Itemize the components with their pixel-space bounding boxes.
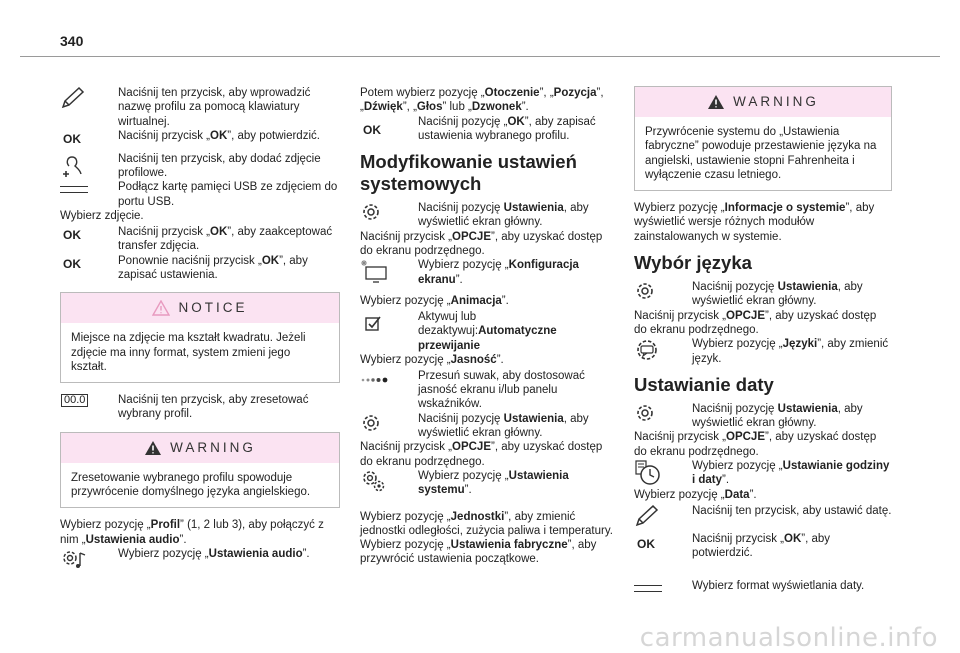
step-text: Naciśnij ten przycisk, aby wprowadzić nazwę profilu za pomocą klawiatury wirtualnej. <box>118 87 311 128</box>
settings-step: Naciśnij pozycję Ustawienia, aby wyświetlić ekran główny. <box>634 280 892 309</box>
warning-title: WARNING <box>170 439 256 455</box>
factory-settings-step: Wybierz pozycję „Ustawienia fabryczne”, aby przywrócić ustawienia początkowe. <box>360 539 597 566</box>
brightness-step: Wybierz pozycję „Jasność”. <box>360 353 504 366</box>
notice-triangle-icon <box>152 300 170 316</box>
add-photo-step <box>60 152 340 181</box>
options-step: Naciśnij przycisk „OPCJE”, aby uzyskać dostęp do ekranu podrzędnego. <box>634 309 877 336</box>
add-photo-icon <box>60 152 118 180</box>
gear-icon <box>360 201 418 229</box>
ok-step: OK Naciśnij pozycję „OK”, aby zapisać ustawienia wybranego profilu. <box>360 115 615 144</box>
system-info-step: Wybierz pozycję „Informacje o systemie”, aby wyświetlić wersje różnych modułów zainstalowanych w systemie. <box>634 202 875 243</box>
warning-box <box>60 432 340 509</box>
warning-header <box>61 433 339 463</box>
header-rule <box>20 56 940 57</box>
ok-button-label: OK <box>363 122 381 137</box>
audio-settings-icon <box>60 547 118 575</box>
slider-dots-icon <box>360 369 418 397</box>
reset-value-icon: 00.0 <box>61 394 88 407</box>
warning-triangle-icon <box>707 94 725 110</box>
settings-step: Naciśnij pozycję Ustawienia, aby wyświetlić ekran główny. <box>360 412 615 441</box>
ok-button-label: OK <box>63 228 81 243</box>
system-settings-step: Wybierz pozycję „Ustawienia systemu”. <box>360 469 615 498</box>
warning-text: Zresetowanie wybranego profilu spowoduje przywrócenie domyślnego języka angielskiego. <box>71 471 311 499</box>
edit-profile-step <box>60 86 340 129</box>
units-step: Wybierz pozycję „Jednostki”, aby zmienić jednostki odległości, zużycia paliwa i temperatury. <box>360 510 613 537</box>
format-bar-icon <box>634 579 692 607</box>
options-step: Naciśnij przycisk „OPCJE”, aby uzyskać dostęp do ekranu podrzędnego. <box>634 431 877 458</box>
usb-step: Podłącz kartę pamięci USB ze zdjęciem do portu USB. <box>60 180 340 209</box>
warning-title: WARNING <box>733 93 819 109</box>
ok-button-label: OK <box>63 256 81 271</box>
pencil-icon <box>60 86 118 114</box>
system-settings-icon <box>360 469 418 497</box>
gear-icon <box>360 412 418 440</box>
warning-text: Przywrócenie systemu do „Ustawienia fabryczne” powoduje przestawienie języka na angielski, ustawienie stopni Fahrenheita i wyłączenie czasu letniego. <box>645 126 877 181</box>
animation-step: Wybierz pozycję „Animacja”. <box>360 294 509 307</box>
ok-step: OK Naciśnij przycisk „OK”, aby zaakceptować transfer zdjęcia. <box>60 225 340 254</box>
ambience-step: Potem wybierz pozycję „Otoczenie”, „Pozycja”, „Dźwięk”, „Głos” lub „Dzwonek”. <box>360 87 604 114</box>
languages-step: Wybierz pozycję „Języki”, aby zmienić język. <box>634 337 892 366</box>
warning-box <box>634 86 892 191</box>
options-step: Naciśnij przycisk „OPCJE”, aby uzyskać dostęp do ekranu podrzędnego. <box>360 441 603 468</box>
slider-step: Przesuń suwak, aby dostosować jasność ekranu i/lub panelu wskaźników. <box>360 369 615 412</box>
ok-step: OK Naciśnij przycisk „OK”, aby potwierdzić. <box>60 129 340 145</box>
notice-header <box>61 293 339 323</box>
choose-photo-step: Wybierz zdjęcie. <box>60 210 144 223</box>
ok-step: OK Naciśnij przycisk „OK”, aby potwierdzić. <box>634 532 892 561</box>
column-3 <box>634 86 892 595</box>
audio-settings-step: Wybierz pozycję „Ustawienia audio”. <box>60 547 340 563</box>
clock-icon <box>634 459 692 487</box>
watermark: carmanualsonline.info <box>639 622 938 653</box>
settings-step: Naciśnij pozycję Ustawienia, aby wyświetlić ekran główny. <box>634 402 892 431</box>
column-2 <box>360 86 615 567</box>
screen-config-step: Wybierz pozycję „Konfiguracja ekranu”. <box>360 258 615 287</box>
warning-header <box>635 87 891 117</box>
ok-button-label: OK <box>63 131 81 146</box>
auto-scroll-step: Aktywuj lub dezaktywuj:Automatyczne przewijanie <box>360 310 615 353</box>
ok-step: OK Ponownie naciśnij przycisk „OK”, aby zapisać ustawienia. <box>60 254 340 283</box>
language-gear-icon <box>634 337 692 365</box>
time-date-step: Wybierz pozycję „Ustawianie godziny i daty”. <box>634 459 892 488</box>
section-heading: Modyfikowanie ustawień systemowych <box>360 151 577 195</box>
set-date-step: Naciśnij ten przycisk, aby ustawić datę. <box>634 504 892 520</box>
profile-step: Wybierz pozycję „Profil” (1, 2 lub 3), aby połączyć z nim „Ustawienia audio”. <box>60 519 324 546</box>
notice-text: Miejsce na zdjęcie ma kształt kwadratu. Jeżeli zdjęcie ma inny format, system zmieni jego kształt. <box>71 332 306 373</box>
ok-button-label: OK <box>637 536 655 551</box>
date-step: Wybierz pozycję „Data”. <box>634 488 757 501</box>
gear-icon <box>634 402 692 430</box>
pencil-icon <box>634 504 692 532</box>
page-number: 340 <box>60 33 84 49</box>
usb-slot-icon <box>60 180 118 208</box>
settings-step: Naciśnij pozycję Ustawienia, aby wyświetlić ekran główny. <box>360 201 615 230</box>
section-heading-date: Ustawianie daty <box>634 373 774 395</box>
notice-title: NOTICE <box>178 300 248 316</box>
options-step: Naciśnij przycisk „OPCJE”, aby uzyskać dostęp do ekranu podrzędnego. <box>360 230 603 258</box>
warning-triangle-icon <box>144 440 162 456</box>
screen-config-icon <box>360 258 418 286</box>
step-text: Naciśnij ten przycisk, aby dodać zdjęcie profilowe. <box>118 152 321 180</box>
reset-step: 00.0 Naciśnij ten przycisk, aby zresetować wybrany profil. <box>60 393 340 422</box>
date-format-step: Wybierz format wyświetlania daty. <box>634 579 892 595</box>
checkbox-icon <box>360 310 418 338</box>
column-1 <box>60 86 340 563</box>
notice-box <box>60 292 340 383</box>
section-heading-language: Wybór języka <box>634 252 752 274</box>
gear-icon <box>634 280 692 308</box>
